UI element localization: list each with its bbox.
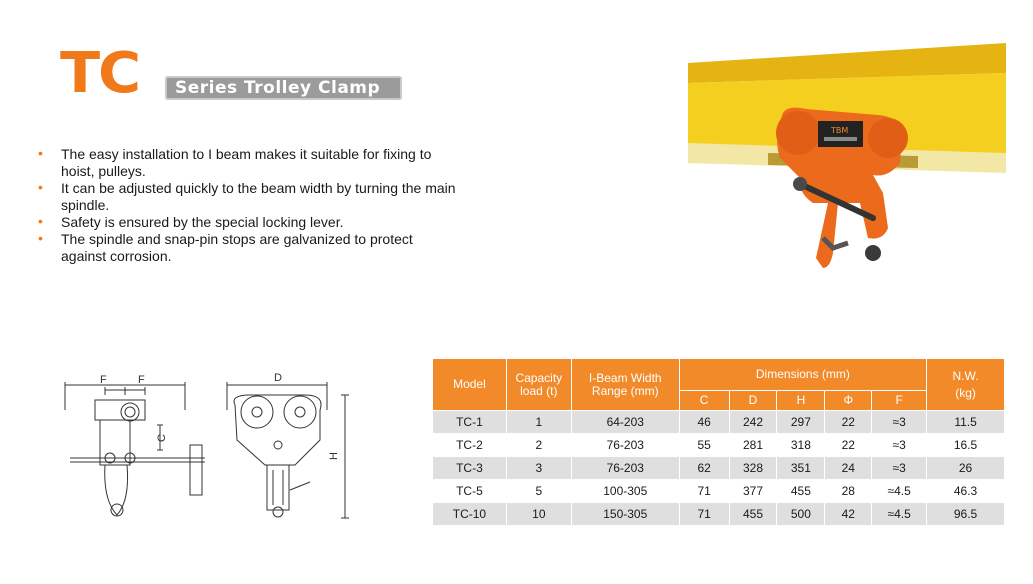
- feature-text: It can be adjusted quickly to the beam width by turning the main spindle.: [61, 180, 456, 213]
- feature-text: Safety is ensured by the special locking lever.: [61, 214, 344, 230]
- product-photo: [688, 43, 1006, 283]
- table-row: [433, 480, 1005, 503]
- header-nw-text: N.W. (kg): [952, 368, 979, 400]
- cell-ibeam: 76-203: [571, 434, 679, 457]
- feature-item: [38, 231, 458, 265]
- dim-label-d: D: [274, 372, 282, 384]
- cell-f: ≈4.5: [872, 503, 927, 526]
- cell-d: 281: [729, 434, 777, 457]
- header-capacity-text: Capacity load (t): [515, 370, 563, 398]
- technical-drawing: [55, 370, 365, 530]
- cell-phi: 42: [825, 503, 872, 526]
- cell-model: TC-2: [433, 434, 507, 457]
- spec-table: [432, 358, 1005, 526]
- table-row: [433, 411, 1005, 434]
- cell-phi: 22: [825, 434, 872, 457]
- feature-text: The easy installation to I beam makes it suitable for fixing to hoist, pulleys.: [61, 146, 432, 179]
- header-capacity: [506, 359, 571, 411]
- cell-phi: 28: [825, 480, 872, 503]
- cell-nw: 26: [927, 457, 1005, 480]
- cell-h: 297: [777, 411, 825, 434]
- cell-h: 351: [777, 457, 825, 480]
- series-code-title: TC: [60, 41, 140, 106]
- table-row: [433, 434, 1005, 457]
- cell-model: TC-3: [433, 457, 507, 480]
- feature-item: [38, 146, 458, 180]
- cell-c: 71: [679, 480, 729, 503]
- cell-phi: 24: [825, 457, 872, 480]
- cell-d: 328: [729, 457, 777, 480]
- cell-model: TC-5: [433, 480, 507, 503]
- bullet-icon: •: [38, 179, 43, 195]
- cell-f: ≈3: [872, 457, 927, 480]
- feature-item: [38, 180, 458, 214]
- bullet-icon: •: [38, 230, 43, 246]
- cell-capacity: 5: [506, 480, 571, 503]
- series-label-badge: [165, 76, 402, 100]
- cell-c: 55: [679, 434, 729, 457]
- dim-label-c: C: [156, 434, 168, 442]
- header-ibeam-text: I-Beam Width Range (mm): [588, 370, 662, 398]
- dim-label-f-left: F: [100, 374, 107, 386]
- cell-ibeam: 150-305: [571, 503, 679, 526]
- header-nw: [927, 359, 1005, 411]
- header-dim-phi: Φ: [825, 391, 872, 411]
- feature-list: [38, 146, 458, 265]
- cell-phi: 22: [825, 411, 872, 434]
- cell-h: 500: [777, 503, 825, 526]
- cell-capacity: 2: [506, 434, 571, 457]
- cell-model: TC-1: [433, 411, 507, 434]
- cell-nw: 46.3: [927, 480, 1005, 503]
- bullet-icon: •: [38, 213, 43, 229]
- cell-d: 377: [729, 480, 777, 503]
- cell-ibeam: 76-203: [571, 457, 679, 480]
- header-dim-h: H: [777, 391, 825, 411]
- feature-text: The spindle and snap-pin stops are galvanized to protect against corrosion.: [61, 231, 413, 264]
- header-dim-c: C: [679, 391, 729, 411]
- cell-h: 318: [777, 434, 825, 457]
- header-model: Model: [433, 359, 507, 411]
- table-row: [433, 503, 1005, 526]
- series-label-text: Series Trolley Clamp: [175, 78, 381, 98]
- header-dim-d: D: [729, 391, 777, 411]
- cell-c: 46: [679, 411, 729, 434]
- cell-f: ≈3: [872, 434, 927, 457]
- bullet-icon: •: [38, 145, 43, 161]
- cell-d: 455: [729, 503, 777, 526]
- cell-nw: 16.5: [927, 434, 1005, 457]
- dim-label-f-right: F: [138, 374, 145, 386]
- cell-c: 71: [679, 503, 729, 526]
- feature-item: [38, 214, 458, 231]
- cell-nw: 96.5: [927, 503, 1005, 526]
- dim-label-h: H: [328, 452, 340, 460]
- brand-plate: TBM: [831, 126, 849, 135]
- header-dim-f: F: [872, 391, 927, 411]
- cell-capacity: 10: [506, 503, 571, 526]
- cell-c: 62: [679, 457, 729, 480]
- cell-ibeam: 64-203: [571, 411, 679, 434]
- header-dimensions: Dimensions (mm): [679, 359, 926, 391]
- cell-nw: 11.5: [927, 411, 1005, 434]
- cell-capacity: 3: [506, 457, 571, 480]
- cell-f: ≈4.5: [872, 480, 927, 503]
- cell-h: 455: [777, 480, 825, 503]
- header-ibeam: [571, 359, 679, 411]
- cell-capacity: 1: [506, 411, 571, 434]
- cell-d: 242: [729, 411, 777, 434]
- cell-model: TC-10: [433, 503, 507, 526]
- cell-ibeam: 100-305: [571, 480, 679, 503]
- cell-f: ≈3: [872, 411, 927, 434]
- table-row: [433, 457, 1005, 480]
